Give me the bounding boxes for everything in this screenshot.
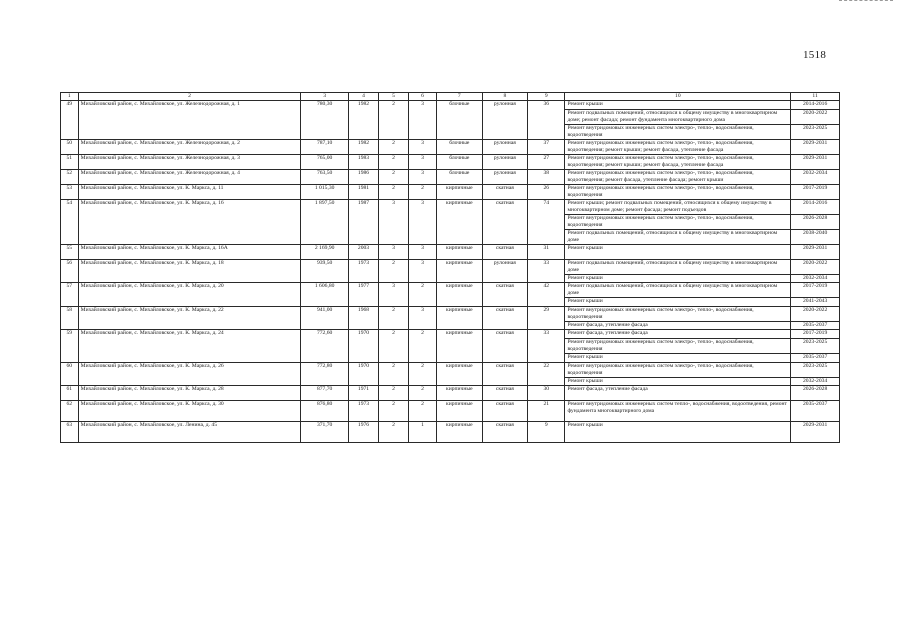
row-number: 49 xyxy=(61,101,79,140)
house-area: 1 606,80 xyxy=(301,283,349,307)
house-area: 876,80 xyxy=(301,401,349,422)
table-row xyxy=(61,199,840,214)
repair-work: Ремонт крыши xyxy=(565,298,791,307)
build-year: 1968 xyxy=(348,306,378,330)
repair-period: 2029-2031 xyxy=(791,422,840,443)
row-number: 62 xyxy=(61,401,79,422)
row-number: 54 xyxy=(61,199,79,244)
roof-type: скатная xyxy=(482,330,528,362)
house-area: 772,80 xyxy=(301,362,349,386)
repair-work: Ремонт внутридомовых инженерных систем электро-, тепло-, водоснабжения, водоотведения xyxy=(565,124,791,139)
repair-work: Ремонт фасада, утепление фасада xyxy=(565,386,791,401)
page-number: 1518 xyxy=(803,49,827,61)
house-address: Михайловский район, с. Михайловское, ул. Железнодорожная, д. 2 xyxy=(78,139,301,154)
house-address: Михайловский район, с. Михайловское, ул. К. Маркса, д. 18 xyxy=(78,259,301,283)
table-body xyxy=(61,101,840,443)
table-row xyxy=(61,184,840,199)
apartment-count: 33 xyxy=(528,259,565,283)
floor-count: 2 xyxy=(379,422,409,443)
column-number: 3 xyxy=(301,93,349,101)
wall-material: кирпичные xyxy=(437,401,483,422)
build-year: 2003 xyxy=(348,244,378,259)
repair-period: 2032-2034 xyxy=(791,169,840,184)
repair-period: 2023-2025 xyxy=(791,338,840,353)
wall-material: блочные xyxy=(437,139,483,154)
repair-work: Ремонт крыши xyxy=(565,353,791,362)
wall-material: кирпичные xyxy=(437,199,483,244)
apartment-count: 38 xyxy=(528,169,565,184)
build-year: 1982 xyxy=(348,101,378,140)
house-area: 1 897,50 xyxy=(301,199,349,244)
floor-count: 2 xyxy=(379,386,409,401)
repair-work: Ремонт внутридомовых инженерных систем электро-, тепло-, водоснабжения, водоотведения; ремонт крыши; ремонт фасада, утепление фасада xyxy=(565,139,791,154)
build-year: 1981 xyxy=(348,184,378,199)
table-row xyxy=(61,401,840,422)
repair-period: 2023-2025 xyxy=(791,124,840,139)
house-address: Михайловский район, с. Михайловское, ул. К. Маркса, д. 24 xyxy=(78,330,301,362)
entrance-count: 2 xyxy=(409,283,437,307)
repair-period: 2017-2019 xyxy=(791,184,840,199)
table-row xyxy=(61,422,840,443)
roof-type: скатная xyxy=(482,386,528,401)
row-number: 52 xyxy=(61,169,79,184)
house-address: Михайловский район, с. Михайловское, ул. Железнодорожная, д. 3 xyxy=(78,154,301,169)
repair-program-table xyxy=(60,92,840,443)
repair-work: Ремонт внутридомовых инженерных систем электро-, тепло-, водоснабжения, водоотведения xyxy=(565,338,791,353)
house-address: Михайловский район, с. Михайловское, ул. Железнодорожная, д. 1 xyxy=(78,101,301,140)
wall-material: кирпичные xyxy=(437,244,483,259)
build-year: 1973 xyxy=(348,401,378,422)
repair-work: Ремонт подвальных помещений, относящихся к общему имуществу в многоквартирном доме xyxy=(565,283,791,298)
floor-count: 2 xyxy=(379,401,409,422)
floor-count: 2 xyxy=(379,169,409,184)
row-number: 58 xyxy=(61,306,79,330)
repair-work: Ремонт внутридомовых инженерных систем электро-, тепло-, водоснабжения, водоотведения; ремонт фасада, утепление фасада; ремонт крыши xyxy=(565,169,791,184)
entrance-count: 3 xyxy=(409,139,437,154)
apartment-count: 31 xyxy=(528,244,565,259)
house-area: 2 169,90 xyxy=(301,244,349,259)
row-number: 53 xyxy=(61,184,79,199)
repair-period: 2029-2031 xyxy=(791,139,840,154)
table-row xyxy=(61,244,840,259)
table-row xyxy=(61,306,840,321)
entrance-count: 2 xyxy=(409,362,437,386)
roof-type: скатная xyxy=(482,283,528,307)
house-address: Михайловский район, с. Михайловское, ул. К. Маркса, д. 11 xyxy=(78,184,301,199)
entrance-count: 2 xyxy=(409,330,437,362)
row-number: 60 xyxy=(61,362,79,386)
build-year: 1987 xyxy=(348,199,378,244)
table-row xyxy=(61,259,840,274)
roof-type: скатная xyxy=(482,362,528,386)
column-number-row xyxy=(61,93,840,101)
table-row xyxy=(61,169,840,184)
wall-material: кирпичные xyxy=(437,362,483,386)
repair-period: 2017-2019 xyxy=(791,330,840,339)
build-year: 1982 xyxy=(348,139,378,154)
repair-period: 2020-2022 xyxy=(791,109,840,124)
entrance-count: 3 xyxy=(409,101,437,140)
floor-count: 2 xyxy=(379,362,409,386)
repair-period: 2026-2028 xyxy=(791,386,840,401)
column-number: 5 xyxy=(379,93,409,101)
column-number: 11 xyxy=(791,93,840,101)
entrance-count: 3 xyxy=(409,259,437,283)
floor-count: 2 xyxy=(379,259,409,283)
row-number: 59 xyxy=(61,330,79,362)
row-number: 50 xyxy=(61,139,79,154)
repair-work: Ремонт крыши; ремонт подвальных помещений, относящихся к общему имуществу в многоквартирном доме; ремонт фасада; ремонт подъездов xyxy=(565,199,791,214)
apartment-count: 74 xyxy=(528,199,565,244)
build-year: 1983 xyxy=(348,154,378,169)
entrance-count: 3 xyxy=(409,306,437,330)
wall-material: кирпичные xyxy=(437,259,483,283)
repair-work: Ремонт крыши xyxy=(565,377,791,386)
row-number: 55 xyxy=(61,244,79,259)
repair-work: Ремонт крыши xyxy=(565,244,791,259)
wall-material: блочные xyxy=(437,101,483,140)
roof-type: скатная xyxy=(482,199,528,244)
repair-work: Ремонт подвальных помещений, относящихся к общему имуществу в многоквартирном доме; ремонт фасада; ремонт фундамента многоквартирного дома xyxy=(565,109,791,124)
entrance-count: 3 xyxy=(409,154,437,169)
build-year: 1970 xyxy=(348,362,378,386)
apartment-count: 37 xyxy=(528,139,565,154)
floor-count: 2 xyxy=(379,154,409,169)
table-row xyxy=(61,154,840,169)
repair-period: 2035-2037 xyxy=(791,401,840,422)
house-address: Михайловский район, с. Михайловское, ул. Железнодорожная, д. 4 xyxy=(78,169,301,184)
repair-work: Ремонт внутридомовых инженерных систем электро-, тепло-, водоснабжения, водоотведения xyxy=(565,184,791,199)
wall-material: кирпичные xyxy=(437,184,483,199)
table-row xyxy=(61,101,840,110)
roof-type: скатная xyxy=(482,244,528,259)
build-year: 1977 xyxy=(348,283,378,307)
table-row xyxy=(61,330,840,339)
roof-type: скатная xyxy=(482,306,528,330)
repair-period: 2029-2031 xyxy=(791,154,840,169)
house-address: Михайловский район, с. Михайловское, ул. К. Маркса, д. 30 xyxy=(78,401,301,422)
wall-material: кирпичные xyxy=(437,422,483,443)
repair-work: Ремонт крыши xyxy=(565,422,791,443)
entrance-count: 2 xyxy=(409,184,437,199)
apartment-count: 27 xyxy=(528,154,565,169)
repair-work: Ремонт фасада, утепление фасада xyxy=(565,321,791,330)
roof-type: рулонная xyxy=(482,154,528,169)
repair-work: Ремонт внутридомовых инженерных систем тепло-, водоснабжения, водоотведения, ремонт фундамента многоквартирного дома xyxy=(565,401,791,422)
house-address: Михайловский район, с. Михайловское, ул. К. Маркса, д. 16А xyxy=(78,244,301,259)
apartment-count: 36 xyxy=(528,101,565,140)
column-number: 9 xyxy=(528,93,565,101)
house-area: 772,60 xyxy=(301,330,349,362)
house-area: 765,00 xyxy=(301,154,349,169)
entrance-count: 3 xyxy=(409,244,437,259)
apartment-count: 29 xyxy=(528,306,565,330)
column-number: 4 xyxy=(348,93,378,101)
apartment-count: 42 xyxy=(528,283,565,307)
apartment-count: 21 xyxy=(528,401,565,422)
repair-work: Ремонт подвальных помещений, относящихся к общему имуществу в многоквартирном доме xyxy=(565,259,791,274)
column-number: 8 xyxy=(482,93,528,101)
roof-type: скатная xyxy=(482,184,528,199)
floor-count: 3 xyxy=(379,199,409,244)
build-year: 1971 xyxy=(348,386,378,401)
house-address: Михайловский район, с. Михайловское, ул. К. Маркса, д. 22 xyxy=(78,306,301,330)
repair-period: 2017-2019 xyxy=(791,283,840,298)
house-address: Михайловский район, с. Михайловское, ул. К. Маркса, д. 20 xyxy=(78,283,301,307)
floor-count: 3 xyxy=(379,283,409,307)
wall-material: кирпичные xyxy=(437,306,483,330)
row-number: 51 xyxy=(61,154,79,169)
house-area: 371,70 xyxy=(301,422,349,443)
floor-count: 2 xyxy=(379,330,409,362)
row-number: 57 xyxy=(61,283,79,307)
house-area: 763,50 xyxy=(301,169,349,184)
roof-type: скатная xyxy=(482,422,528,443)
repair-work: Ремонт внутридомовых инженерных систем электро-, тепло-, водоснабжения, водоотведения xyxy=(565,362,791,377)
apartment-count: 22 xyxy=(528,362,565,386)
repair-period: 2038-2040 xyxy=(791,229,840,244)
table-row xyxy=(61,139,840,154)
entrance-count: 1 xyxy=(409,422,437,443)
wall-material: блочные xyxy=(437,169,483,184)
table-row xyxy=(61,283,840,298)
repair-work: Ремонт крыши xyxy=(565,101,791,110)
house-address: Михайловский район, с. Михайловское, ул. К. Маркса, д. 28 xyxy=(78,386,301,401)
repair-period: 2026-2028 xyxy=(791,214,840,229)
entrance-count: 3 xyxy=(409,169,437,184)
wall-material: кирпичные xyxy=(437,386,483,401)
repair-work: Ремонт подвальных помещений, относящихся к общему имуществу в многоквартирном доме xyxy=(565,229,791,244)
repair-period: 2032-2034 xyxy=(791,377,840,386)
wall-material: кирпичные xyxy=(437,283,483,307)
table-row xyxy=(61,386,840,401)
entrance-count: 2 xyxy=(409,386,437,401)
wall-material: блочные xyxy=(437,154,483,169)
build-year: 1986 xyxy=(348,169,378,184)
column-number: 7 xyxy=(437,93,483,101)
repair-period: 2032-2034 xyxy=(791,274,840,283)
repair-period: 2035-2037 xyxy=(791,353,840,362)
top-edge-mark xyxy=(839,0,893,2)
roof-type: рулонная xyxy=(482,259,528,283)
entrance-count: 2 xyxy=(409,401,437,422)
repair-period: 2029-2031 xyxy=(791,244,840,259)
wall-material: кирпичные xyxy=(437,330,483,362)
repair-work: Ремонт крыши xyxy=(565,274,791,283)
column-number: 2 xyxy=(78,93,301,101)
floor-count: 2 xyxy=(379,306,409,330)
row-number: 56 xyxy=(61,259,79,283)
house-address: Михайловский район, с. Михайловское, ул. К. Маркса, д. 16 xyxy=(78,199,301,244)
house-area: 941,00 xyxy=(301,306,349,330)
column-number: 10 xyxy=(565,93,791,101)
roof-type: скатная xyxy=(482,401,528,422)
repair-period: 2041-2043 xyxy=(791,298,840,307)
apartment-count: 9 xyxy=(528,422,565,443)
column-number: 1 xyxy=(61,93,79,101)
column-number: 6 xyxy=(409,93,437,101)
floor-count: 3 xyxy=(379,244,409,259)
repair-period: 2014-2016 xyxy=(791,199,840,214)
roof-type: рулонная xyxy=(482,101,528,140)
house-area: 939,50 xyxy=(301,259,349,283)
repair-work: Ремонт внутридомовых инженерных систем электро-, тепло-, водоснабжения, водоотведения xyxy=(565,214,791,229)
apartment-count: 33 xyxy=(528,330,565,362)
apartment-count: 26 xyxy=(528,184,565,199)
row-number: 61 xyxy=(61,386,79,401)
repair-period: 2020-2022 xyxy=(791,259,840,274)
repair-period: 2023-2025 xyxy=(791,362,840,377)
repair-period: 2035-2037 xyxy=(791,321,840,330)
entrance-count: 3 xyxy=(409,199,437,244)
build-year: 1973 xyxy=(348,259,378,283)
repair-work: Ремонт внутридомовых инженерных систем электро-, тепло-, водоснабжения, водоотведения; ремонт крыши; ремонт фасада, утепление фасада xyxy=(565,154,791,169)
repair-period: 2014-2016 xyxy=(791,101,840,110)
floor-count: 2 xyxy=(379,184,409,199)
floor-count: 2 xyxy=(379,139,409,154)
repair-period: 2020-2022 xyxy=(791,306,840,321)
build-year: 1970 xyxy=(348,330,378,362)
house-area: 787,10 xyxy=(301,139,349,154)
house-area: 877,70 xyxy=(301,386,349,401)
repair-work: Ремонт фасада, утепление фасада xyxy=(565,330,791,339)
house-area: 780,30 xyxy=(301,101,349,140)
repair-work: Ремонт внутридомовых инженерных систем электро-, тепло-, водоснабжения, водоотведения xyxy=(565,306,791,321)
floor-count: 2 xyxy=(379,101,409,140)
apartment-count: 30 xyxy=(528,386,565,401)
roof-type: рулонная xyxy=(482,139,528,154)
house-area: 1 015,30 xyxy=(301,184,349,199)
house-address: Михайловский район, с. Михайловское, ул. Ленина, д. 45 xyxy=(78,422,301,443)
table-row xyxy=(61,362,840,377)
roof-type: рулонная xyxy=(482,169,528,184)
row-number: 63 xyxy=(61,422,79,443)
build-year: 1976 xyxy=(348,422,378,443)
house-address: Михайловский район, с. Михайловское, ул. К. Маркса, д. 26 xyxy=(78,362,301,386)
